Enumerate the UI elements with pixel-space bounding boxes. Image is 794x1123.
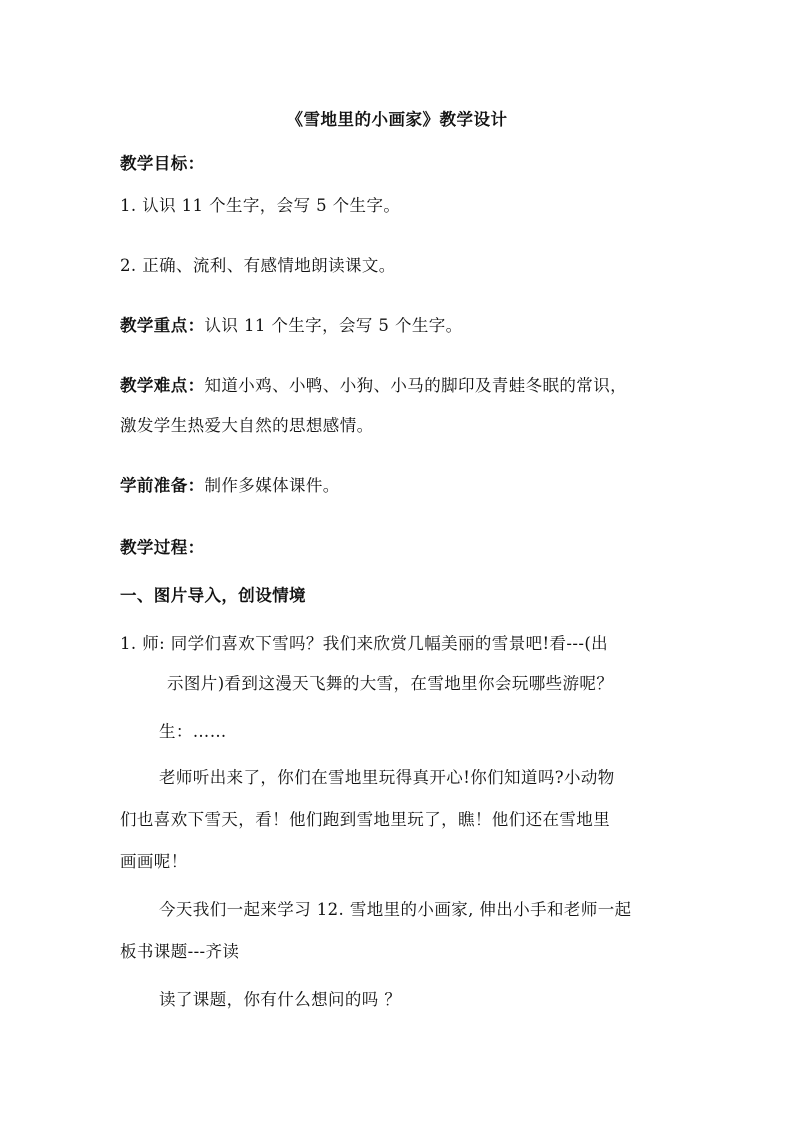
process-heading: 教学过程： [120, 538, 205, 557]
para-3-line2: 板书课题---齐读 [120, 942, 240, 961]
para-2-line3: 画画呢！ [120, 852, 188, 871]
key-point-text: 认识 11 个生字，会写 5 个生字。 [204, 316, 463, 335]
para-1-line1: 1. 师: 同学们喜欢下雪吗？我们来欣赏几幅美丽的雪景吧!看---(出 [120, 634, 609, 653]
objectives-heading: 教学目标： [120, 154, 205, 173]
para-4-line1: 读了课题，你有什么想问的吗 ？ [159, 990, 402, 1009]
preparation-text: 制作多媒体课件。 [204, 476, 340, 495]
key-point-label: 教学重点： [120, 316, 205, 335]
difficulty-text-line2: 激发学生热爱大自然的思想感情。 [120, 416, 374, 435]
para-2-line2: 们也喜欢下雪天，看！他们跑到雪地里玩了，瞧！他们还在雪地里 [120, 810, 611, 829]
preparation-label: 学前准备： [120, 476, 205, 495]
section-1-heading: 一、图片导入，创设情境 [120, 586, 306, 605]
objective-2: 2. 正确、流利、有感情地朗读课文。 [120, 256, 396, 275]
difficulty [120, 372, 627, 396]
key-point [120, 312, 463, 336]
difficulty-label: 教学难点： [120, 376, 205, 395]
para-2-line1: 老师听出来了，你们在雪地里玩得真开心!你们知道吗?小动物 [159, 768, 615, 787]
para-3-line1: 今天我们一起来学习 12. 雪地里的小画家, 伸出小手和老师一起 [159, 900, 632, 919]
para-1-line2: 示图片)看到这漫天飞舞的大雪，在雪地里你会玩哪些游呢？ [167, 674, 614, 693]
student-reply: 生：…… [159, 722, 227, 741]
difficulty-text-line1: 知道小鸡、小鸭、小狗、小马的脚印及青蛙冬眠的常识， [204, 376, 627, 395]
preparation [120, 472, 340, 496]
document-title: 《雪地里的小画家》教学设计 [286, 110, 508, 129]
objective-1: 1. 认识 11 个生字，会写 5 个生字。 [120, 196, 401, 215]
